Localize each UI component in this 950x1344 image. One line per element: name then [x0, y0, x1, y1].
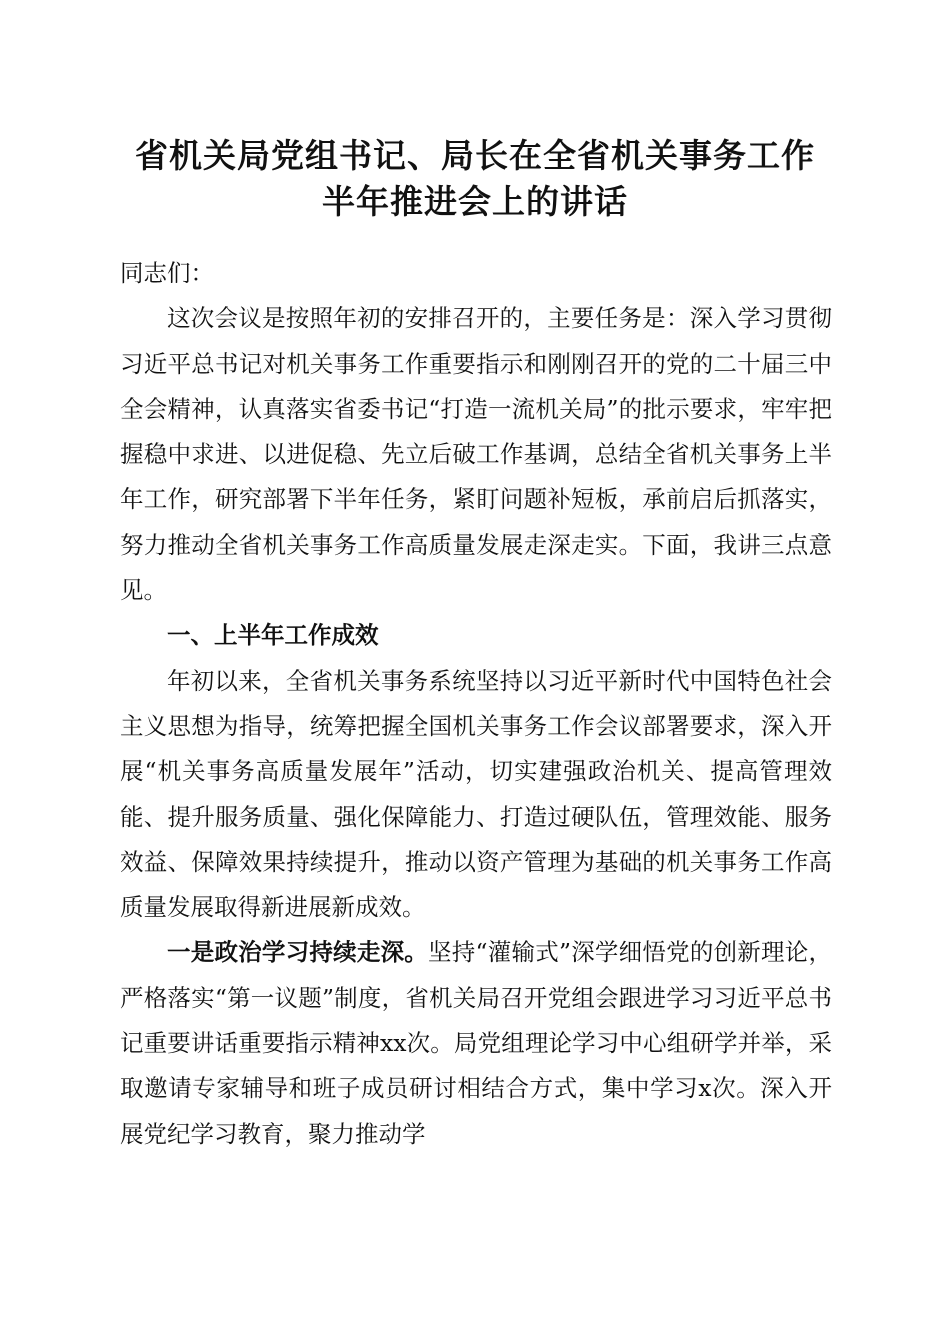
document-title	[100, 133, 850, 225]
salutation: 同志们：	[120, 259, 214, 287]
paragraph-political-study	[120, 930, 832, 1156]
title-line-1: 省机关局党组书记、局长在全省机关事务工作	[135, 136, 815, 175]
section-heading-1: 一、上半年工作成效	[167, 621, 379, 650]
title-line-2: 半年推进会上的讲话	[322, 182, 628, 221]
paragraph-overview: 年初以来，全省机关事务系统坚持以习近平新时代中国特色社会主义思想为指导，统筹把握全国机关事务工作会议部署要求，深入开展“机关事务高质量发展年”活动，切实建强政治机关、提高管理效能、提升服务质量、强化保障能力、打造过硬队伍，管理效能、服务效益、保障效果持续提升，推动以资产管理为基础的机关事务工作高质量发展取得新进展新成效。	[120, 666, 832, 922]
paragraph-text: 坚持“灌输式”深学细悟党的创新理论，严格落实“第一议题”制度，省机关局召开党组会跟进学习习近平总书记重要讲话重要指示精神xx次。局党组理论学习中心组研学并举，采取邀请专家辅导和班子成员研讨相结合方式，集中学习x次。深入开展党纪学习教育，聚力推动学	[120, 938, 833, 1148]
paragraph-lead: 一是政治学习持续走深。	[167, 938, 429, 967]
paragraph-intro: 这次会议是按照年初的安排召开的，主要任务是：深入学习贯彻习近平总书记对机关事务工作重要指示和刚刚召开的党的二十届三中全会精神，认真落实省委书记“打造一流机关局”的批示要求，牢牢把握稳中求进、以进促稳、先立后破工作基调，总结全省机关事务上半年工作，研究部署下半年任务，紧盯问题补短板，承前启后抓落实，努力推动全省机关事务工作高质量发展走深走实。下面，我讲三点意见。	[120, 304, 832, 605]
document-body	[120, 251, 832, 1157]
